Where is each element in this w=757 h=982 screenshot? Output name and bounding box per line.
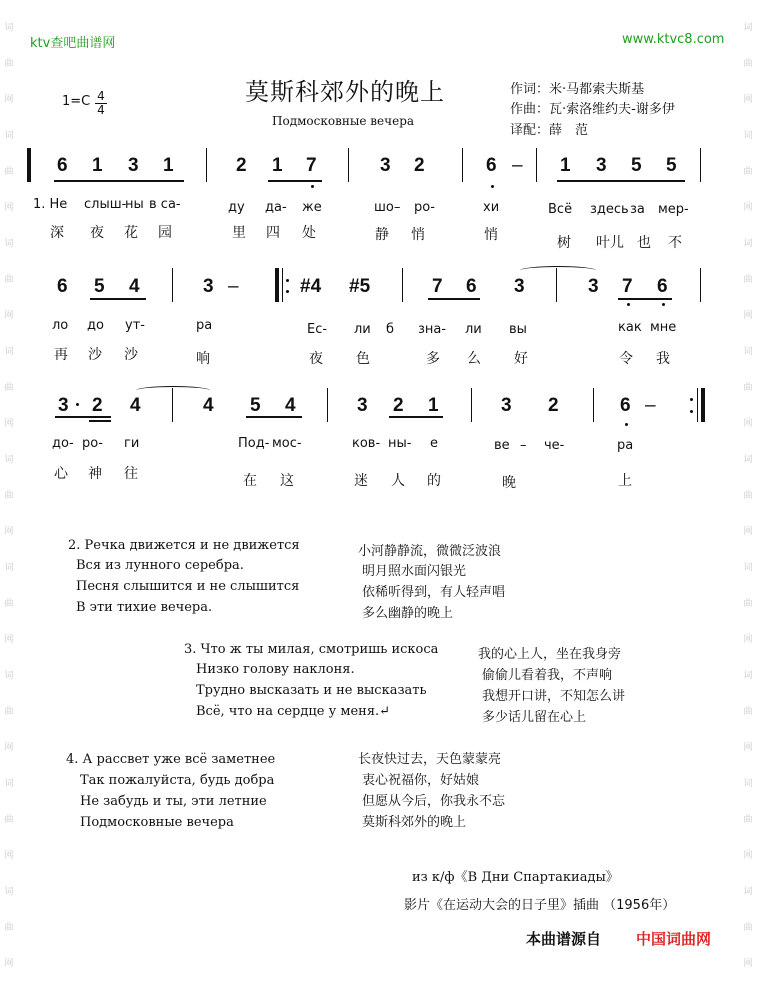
- key-label: 1=C: [62, 94, 91, 109]
- note: 1: [428, 395, 439, 416]
- watermark-char: 网: [743, 203, 753, 213]
- barline: [471, 388, 472, 422]
- watermark-char: 词: [743, 23, 753, 33]
- note: 5: [94, 276, 105, 297]
- lyricist-credit: 作词：米·马都索夫斯基: [510, 82, 645, 97]
- note: 6: [486, 155, 497, 176]
- note: 1: [560, 155, 571, 176]
- watermark-char: 词: [743, 455, 753, 465]
- watermark-char: 词: [4, 347, 14, 357]
- lyric-zh: 神: [88, 466, 102, 482]
- repeat-start-thick: [275, 268, 279, 302]
- watermark-char: 曲: [743, 707, 753, 717]
- lyric-ru: ны-: [388, 436, 412, 451]
- lyric-zh: 我: [656, 351, 670, 367]
- barline: [172, 388, 173, 422]
- note: 2: [393, 395, 404, 416]
- lyric-ru: мос-: [272, 436, 302, 451]
- note: 3: [380, 155, 391, 176]
- lyric-ru: б: [386, 322, 395, 337]
- lyric-ru: ро-: [414, 200, 435, 215]
- verse-line-zh: 依稀听得到，有人轻声唱: [362, 585, 506, 600]
- note: 6: [620, 395, 631, 416]
- watermark-char: 网: [743, 527, 753, 537]
- lyric-zh: 好: [514, 351, 528, 367]
- lyric-zh: 四: [266, 225, 280, 241]
- watermark-char: 网: [4, 203, 14, 213]
- watermark-char: 曲: [4, 491, 14, 501]
- note: 7: [432, 276, 443, 297]
- barline: [402, 268, 403, 302]
- watermark-char: 网: [4, 311, 14, 321]
- lyric-ru: хи: [483, 200, 500, 215]
- watermark-char: 曲: [4, 167, 14, 177]
- lyric-zh: 人: [391, 473, 405, 489]
- watermark-char: 词: [743, 131, 753, 141]
- watermark-char: 曲: [4, 923, 14, 933]
- verse-line-zh: 小河静静流，微微泛波浪: [358, 544, 502, 559]
- watermark-char: 词: [743, 239, 753, 249]
- lyric-ru: до-: [52, 436, 74, 451]
- lyric-zh: 园: [158, 225, 172, 241]
- lyric-zh: 心: [54, 466, 68, 482]
- lyric-ru: ло: [52, 318, 69, 333]
- lyric-ru: –: [394, 200, 401, 215]
- page-title: 莫斯科郊外的晚上: [245, 78, 445, 106]
- verse-line: Не забудь и ты, эти летние: [80, 794, 267, 809]
- key-signature: [62, 94, 90, 109]
- verse-line: Подмосковные вечера: [80, 815, 234, 830]
- watermark-char: 网: [4, 959, 14, 969]
- barline: [700, 148, 701, 182]
- lyric-zh: 沙: [88, 347, 102, 363]
- note: 3: [203, 276, 214, 297]
- verse-line-zh: 明月照水面闪银光: [362, 564, 467, 579]
- verse-line: Трудно высказать и не высказать: [196, 683, 427, 698]
- watermark-char: 词: [4, 131, 14, 141]
- lyric-zh: 么: [467, 351, 481, 367]
- lyric-ru: ны: [125, 197, 144, 212]
- watermark-char: 网: [4, 419, 14, 429]
- watermark-char: 网: [4, 95, 14, 105]
- lyric-zh: 悄: [484, 227, 498, 243]
- dash: –: [645, 395, 656, 416]
- lyric-ru: ут-: [125, 318, 145, 333]
- lyric-ru: слыш-: [84, 197, 127, 212]
- lyric-zh: 响: [196, 351, 210, 367]
- watermark-char: 词: [743, 887, 753, 897]
- barline: [462, 148, 463, 182]
- note: 2: [414, 155, 425, 176]
- lyric-ru: зна-: [418, 322, 447, 337]
- source-site-link[interactable]: 中国词曲网: [636, 930, 712, 948]
- lyric-zh: 在: [243, 473, 257, 489]
- verse-line-zh: 长夜快过去，天色蒙蒙亮: [358, 752, 502, 767]
- lyric-zh: 再: [54, 347, 68, 363]
- note: 3: [58, 395, 69, 416]
- watermark-char: 网: [743, 851, 753, 861]
- verse-line: 3. Что ж ты милая, смотришь искоса: [184, 642, 439, 657]
- watermark-char: 网: [743, 311, 753, 321]
- lyric-zh: 的: [427, 473, 441, 489]
- time-bottom: 4: [97, 103, 105, 117]
- lyric-zh: 树: [557, 235, 571, 251]
- lyric-ru: здесь: [590, 202, 629, 217]
- watermark-char: 词: [4, 779, 14, 789]
- verse-line: Песня слышится и не слышится: [76, 579, 300, 594]
- lyric-zh: 夜: [309, 351, 323, 367]
- note: #4: [300, 276, 322, 297]
- verse-line: Низко голову наклоня.: [196, 662, 355, 677]
- lyric-zh: 不: [668, 235, 682, 251]
- barline: [206, 148, 207, 182]
- lyric-ru: же: [302, 200, 322, 215]
- verse-line: 4. А рассвет уже всё заметнее: [66, 752, 276, 767]
- verse-line: Так пожалуйста, будь добра: [80, 773, 275, 788]
- start-barline: [27, 148, 31, 182]
- lyric-zh: 令: [619, 351, 633, 367]
- time-signature: [95, 90, 107, 117]
- watermark-char: 曲: [4, 815, 14, 825]
- watermark-char: 曲: [743, 383, 753, 393]
- verse-line-zh: 多少话儿留在心上: [482, 710, 587, 725]
- watermark-char: 网: [743, 419, 753, 429]
- tie: [520, 266, 596, 275]
- watermark-char: 曲: [743, 599, 753, 609]
- watermark-char: 曲: [743, 491, 753, 501]
- watermark-char: 曲: [4, 599, 14, 609]
- verse-line-zh: 我的心上人，坐在我身旁: [478, 647, 622, 662]
- lyric-ru: ги: [124, 436, 140, 451]
- film-source-zh: 影片《在运动大会的日子里》插曲 （1956年）: [404, 898, 676, 913]
- verse-line-zh: 偷偷儿看着我，不声响: [482, 668, 613, 683]
- watermark-char: 网: [743, 959, 753, 969]
- note: 4: [203, 395, 214, 416]
- lyric-ru: е: [430, 436, 438, 451]
- note: 6: [57, 155, 68, 176]
- tie: [136, 386, 210, 395]
- lyric-zh: 色: [356, 351, 370, 367]
- watermark-char: 网: [4, 743, 14, 753]
- note: 2: [548, 395, 559, 416]
- film-source-ru: из к/ф《В Дни Спартакиады》: [412, 870, 619, 885]
- composer-credit: 作曲：瓦·索洛维约夫-谢多伊: [510, 102, 675, 117]
- barline: [556, 268, 557, 302]
- verse-line-zh: 但愿从今后，你我永不忘: [362, 794, 506, 809]
- lyric-zh: 里: [232, 225, 246, 241]
- watermark-char: 网: [743, 743, 753, 753]
- watermark-char: 词: [743, 671, 753, 681]
- watermark-char: 词: [4, 239, 14, 249]
- note: 1: [92, 155, 103, 176]
- right-watermark: [741, 10, 755, 982]
- lyric-ru: мне: [650, 320, 677, 335]
- lyric-zh: 这: [280, 473, 294, 489]
- note: 3: [588, 276, 599, 297]
- dash: –: [512, 155, 523, 176]
- lyric-ru: Всё: [548, 202, 573, 217]
- barline: [327, 388, 328, 422]
- watermark-char: 曲: [743, 815, 753, 825]
- note: 3: [357, 395, 368, 416]
- lyric-zh: 夜: [90, 225, 104, 241]
- lyric-zh: 悄: [411, 227, 425, 243]
- lyric-ru: че-: [544, 438, 565, 453]
- lyric-zh: 深: [50, 225, 64, 241]
- lyric-ru: ков-: [352, 436, 381, 451]
- watermark-char: 曲: [743, 923, 753, 933]
- note: 1: [163, 155, 174, 176]
- watermark-char: 曲: [4, 59, 14, 69]
- barline: [593, 388, 594, 422]
- note: 3: [501, 395, 512, 416]
- watermark-char: 曲: [4, 707, 14, 717]
- lyric-ru: до: [87, 318, 104, 333]
- verse-line-zh: 莫斯科郊外的晚上: [362, 815, 467, 830]
- lyric-ru: –: [520, 438, 527, 453]
- barline: [172, 268, 173, 302]
- verse-line: Вся из лунного серебра.: [76, 558, 244, 573]
- repeat-end-thick: [701, 388, 705, 422]
- note: #5: [349, 276, 371, 297]
- dash: –: [228, 276, 239, 297]
- source-label: 本曲谱源自: [526, 930, 602, 948]
- note: 7: [306, 155, 317, 176]
- lyric-zh: 迷: [354, 473, 368, 489]
- note: 4: [285, 395, 296, 416]
- lyric-ru: мер-: [658, 202, 689, 217]
- left-watermark: [2, 10, 16, 982]
- lyric-ru: вы: [509, 322, 527, 337]
- watermark-char: 网: [4, 527, 14, 537]
- lyric-ru: ро-: [82, 436, 103, 451]
- note: 4: [129, 276, 140, 297]
- lyric-ru: ли: [354, 322, 371, 337]
- verse-line-zh: 多么幽静的晚上: [362, 606, 454, 621]
- verse-line: Всё, что на сердце у меня.↵: [196, 704, 391, 719]
- lyric-ru: ра: [617, 438, 634, 453]
- watermark-char: 词: [743, 347, 753, 357]
- watermark-char: 网: [4, 851, 14, 861]
- lyric-ru: да-: [265, 200, 287, 215]
- barline: [348, 148, 349, 182]
- lyric-ru: шо: [374, 200, 394, 215]
- verse-line-zh: 我想开口讲，不知怎么讲: [482, 689, 626, 704]
- barline: [700, 268, 701, 302]
- watermark-char: 词: [4, 563, 14, 573]
- watermark-char: 词: [4, 23, 14, 33]
- right-site-link[interactable]: www.ktvc8.com: [622, 32, 725, 47]
- verse-line: 2. Речка движется и не движется: [68, 538, 300, 553]
- lyric-ru: в са-: [149, 197, 181, 212]
- note: 1: [272, 155, 283, 176]
- note: 3: [514, 276, 525, 297]
- watermark-char: 网: [743, 95, 753, 105]
- note: 3: [128, 155, 139, 176]
- lyric-zh: 花: [124, 225, 138, 241]
- lyric-zh: 多: [426, 351, 440, 367]
- watermark-char: 曲: [743, 167, 753, 177]
- lyric-zh: 沙: [124, 347, 138, 363]
- note: 6: [657, 276, 668, 297]
- lyric-ru: ли: [465, 322, 482, 337]
- lyric-ru: ра: [196, 318, 213, 333]
- lyric-ru: ду: [228, 200, 245, 215]
- note: 2: [236, 155, 247, 176]
- watermark-char: 曲: [4, 383, 14, 393]
- note: 3: [596, 155, 607, 176]
- note: 2: [92, 395, 103, 416]
- lyric-ru: ве: [494, 438, 510, 453]
- lyric-ru: за: [630, 202, 645, 217]
- note: 5: [631, 155, 642, 176]
- watermark-char: 曲: [743, 59, 753, 69]
- lyric-ru: Ес-: [307, 322, 328, 337]
- watermark-char: 词: [743, 563, 753, 573]
- watermark-char: 词: [4, 455, 14, 465]
- note: 6: [466, 276, 477, 297]
- note: 6: [57, 276, 68, 297]
- subtitle-russian: Подмосковные вечера: [272, 114, 415, 128]
- barline: [536, 148, 537, 182]
- lyric-zh: 往: [124, 466, 138, 482]
- lyric-ru: Под-: [238, 436, 270, 451]
- verse-line-zh: 衷心祝福你，好姑娘: [362, 773, 480, 788]
- watermark-char: 网: [743, 635, 753, 645]
- lyric-zh: 处: [302, 225, 316, 241]
- translator-credit: 译配：薛 范: [510, 123, 589, 138]
- watermark-char: 曲: [4, 275, 14, 285]
- lyric-zh: 也: [637, 235, 651, 251]
- lyric-zh: 叶儿: [596, 235, 624, 251]
- lyric-ru: 1. Не: [33, 197, 68, 212]
- lyric-zh: 晚: [502, 475, 516, 491]
- verse-line: В эти тихие вечера.: [76, 600, 213, 615]
- time-top: 4: [97, 89, 105, 103]
- watermark-char: 网: [4, 635, 14, 645]
- lyric-zh: 上: [618, 473, 632, 489]
- note: 4: [130, 395, 141, 416]
- watermark-char: 词: [4, 887, 14, 897]
- watermark-char: 词: [743, 779, 753, 789]
- left-site-link[interactable]: ktv查吧曲谱网: [30, 36, 116, 51]
- note: 5: [250, 395, 261, 416]
- note: 7: [622, 276, 633, 297]
- note: 5: [666, 155, 677, 176]
- watermark-char: 曲: [743, 275, 753, 285]
- lyric-zh: 静: [375, 227, 389, 243]
- watermark-char: 词: [4, 671, 14, 681]
- lyric-ru: как: [618, 320, 642, 335]
